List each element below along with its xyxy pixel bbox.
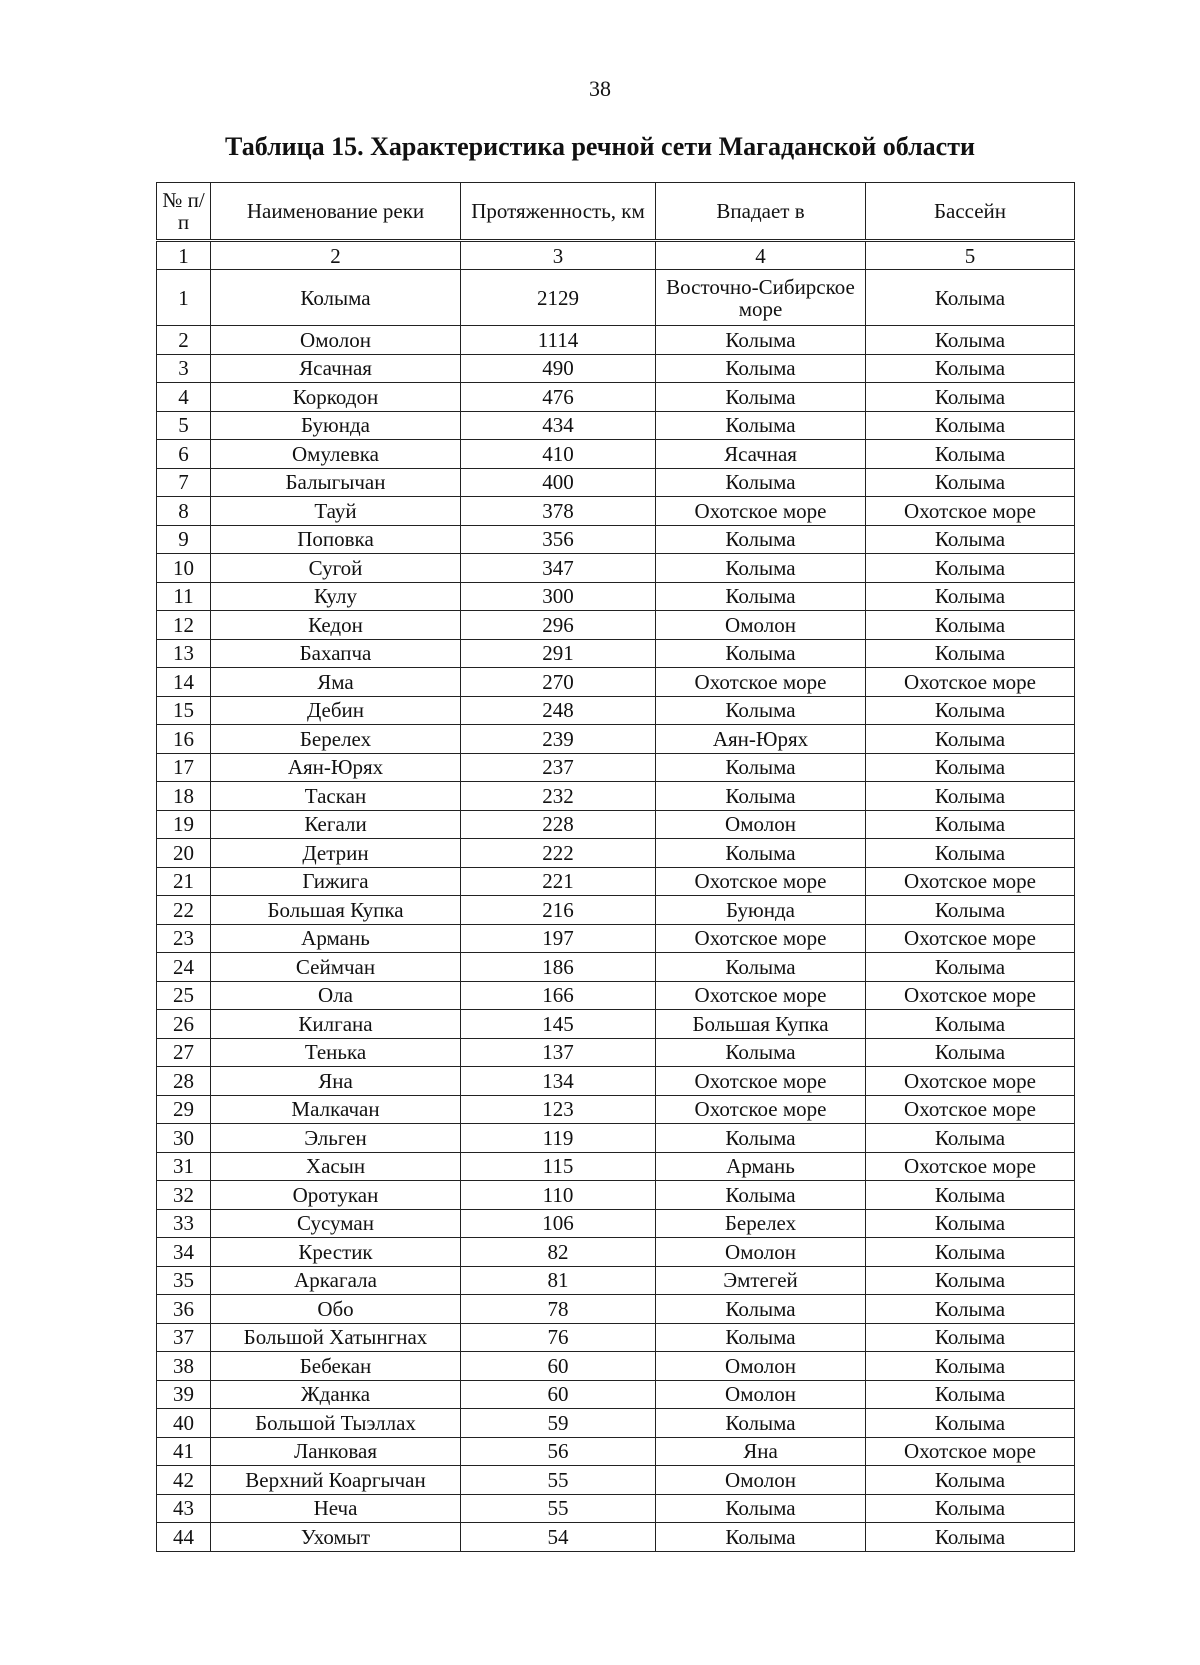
- length-cell: 123: [461, 1095, 656, 1124]
- length-cell: 222: [461, 839, 656, 868]
- basin-cell: Охотское море: [866, 1095, 1075, 1124]
- flows-into-cell: Буюнда: [656, 896, 866, 925]
- header-river-name: Наименование реки: [211, 183, 461, 241]
- row-number-cell: 20: [157, 839, 211, 868]
- basin-cell: Охотское море: [866, 1437, 1075, 1466]
- length-cell: 82: [461, 1238, 656, 1267]
- table-row: [157, 1323, 1075, 1352]
- flows-into-cell: Колыма: [656, 383, 866, 412]
- table-row: [157, 1409, 1075, 1438]
- basin-cell: Колыма: [866, 1124, 1075, 1153]
- length-cell: 270: [461, 668, 656, 697]
- flows-into-cell: Колыма: [656, 1494, 866, 1523]
- length-cell: 239: [461, 725, 656, 754]
- flows-into-cell: Ясачная: [656, 440, 866, 469]
- row-number-cell: 39: [157, 1380, 211, 1409]
- row-number-cell: 32: [157, 1181, 211, 1210]
- row-number-cell: 27: [157, 1038, 211, 1067]
- page-number: 38: [589, 76, 611, 101]
- table-row: [157, 1380, 1075, 1409]
- basin-cell: Колыма: [866, 1466, 1075, 1495]
- table-row: [157, 696, 1075, 725]
- river-name-cell: Большой Тыэллах: [211, 1409, 461, 1438]
- flows-into-cell: Колыма: [656, 1181, 866, 1210]
- river-name-cell: Балыгычан: [211, 468, 461, 497]
- basin-cell: Колыма: [866, 953, 1075, 982]
- length-cell: 347: [461, 554, 656, 583]
- flows-into-cell: Колыма: [656, 1124, 866, 1153]
- row-number-cell: 36: [157, 1295, 211, 1324]
- length-cell: 400: [461, 468, 656, 497]
- header-row: [157, 183, 1075, 241]
- table-row: [157, 440, 1075, 469]
- basin-cell: Охотское море: [866, 981, 1075, 1010]
- flows-into-cell: Колыма: [656, 326, 866, 355]
- flows-into-cell: Омолон: [656, 611, 866, 640]
- row-number-cell: 42: [157, 1466, 211, 1495]
- table-row: [157, 753, 1075, 782]
- basin-cell: Колыма: [866, 1209, 1075, 1238]
- basin-cell: Колыма: [866, 1494, 1075, 1523]
- river-network-table: [156, 182, 1075, 1552]
- row-number-cell: 25: [157, 981, 211, 1010]
- table-row: [157, 326, 1075, 355]
- row-number-cell: 40: [157, 1409, 211, 1438]
- river-name-cell: Буюнда: [211, 411, 461, 440]
- length-cell: 296: [461, 611, 656, 640]
- row-number-cell: 6: [157, 440, 211, 469]
- basin-cell: Колыма: [866, 1266, 1075, 1295]
- flows-into-cell: Аян-Юрях: [656, 725, 866, 754]
- table-row: [157, 1152, 1075, 1181]
- length-cell: 2129: [461, 270, 656, 326]
- flows-into-cell: Охотское море: [656, 1095, 866, 1124]
- basin-cell: Колыма: [866, 1380, 1075, 1409]
- basin-cell: Колыма: [866, 582, 1075, 611]
- row-number-cell: 41: [157, 1437, 211, 1466]
- basin-cell: Колыма: [866, 270, 1075, 326]
- row-number-cell: 37: [157, 1323, 211, 1352]
- length-cell: 378: [461, 497, 656, 526]
- row-number-cell: 24: [157, 953, 211, 982]
- column-number: 3: [461, 241, 656, 270]
- basin-cell: Колыма: [866, 639, 1075, 668]
- length-cell: 59: [461, 1409, 656, 1438]
- length-cell: 56: [461, 1437, 656, 1466]
- length-cell: 186: [461, 953, 656, 982]
- basin-cell: Охотское море: [866, 497, 1075, 526]
- row-number-cell: 21: [157, 867, 211, 896]
- basin-cell: Колыма: [866, 326, 1075, 355]
- table-row: [157, 839, 1075, 868]
- river-name-cell: Кегали: [211, 810, 461, 839]
- row-number-cell: 43: [157, 1494, 211, 1523]
- river-name-cell: Оротукан: [211, 1181, 461, 1210]
- flows-into-cell: Омолон: [656, 1466, 866, 1495]
- table-row: [157, 867, 1075, 896]
- table-row: [157, 782, 1075, 811]
- basin-cell: Колыма: [866, 354, 1075, 383]
- row-number-cell: 28: [157, 1067, 211, 1096]
- length-cell: 490: [461, 354, 656, 383]
- table-row: [157, 1437, 1075, 1466]
- river-name-cell: Крестик: [211, 1238, 461, 1267]
- length-cell: 248: [461, 696, 656, 725]
- basin-cell: Колыма: [866, 1323, 1075, 1352]
- flows-into-cell: Берелех: [656, 1209, 866, 1238]
- table-row: [157, 270, 1075, 326]
- flows-into-cell: Колыма: [656, 696, 866, 725]
- basin-cell: Колыма: [866, 1181, 1075, 1210]
- river-name-cell: Сугой: [211, 554, 461, 583]
- river-name-cell: Верхний Коаргычан: [211, 1466, 461, 1495]
- length-cell: 106: [461, 1209, 656, 1238]
- length-cell: 60: [461, 1380, 656, 1409]
- basin-cell: Колыма: [866, 611, 1075, 640]
- basin-cell: Колыма: [866, 696, 1075, 725]
- row-number-cell: 23: [157, 924, 211, 953]
- river-name-cell: Армань: [211, 924, 461, 953]
- row-number-cell: 18: [157, 782, 211, 811]
- column-number: 1: [157, 241, 211, 270]
- length-cell: 55: [461, 1494, 656, 1523]
- flows-into-cell: Большая Купка: [656, 1010, 866, 1039]
- river-name-cell: Тауй: [211, 497, 461, 526]
- flows-into-cell: Колыма: [656, 411, 866, 440]
- basin-cell: Колыма: [866, 1352, 1075, 1381]
- row-number-cell: 22: [157, 896, 211, 925]
- river-name-cell: Яна: [211, 1067, 461, 1096]
- river-name-cell: Берелех: [211, 725, 461, 754]
- river-name-cell: Кедон: [211, 611, 461, 640]
- basin-cell: Колыма: [866, 1238, 1075, 1267]
- table-row: [157, 1523, 1075, 1552]
- flows-into-cell: Колыма: [656, 1523, 866, 1552]
- basin-cell: Колыма: [866, 725, 1075, 754]
- basin-cell: Колыма: [866, 1038, 1075, 1067]
- table-row: [157, 1124, 1075, 1153]
- length-cell: 60: [461, 1352, 656, 1381]
- table-row: [157, 953, 1075, 982]
- river-name-cell: Сеймчан: [211, 953, 461, 982]
- length-cell: 55: [461, 1466, 656, 1495]
- length-cell: 78: [461, 1295, 656, 1324]
- flows-into-cell: Омолон: [656, 1380, 866, 1409]
- header-basin: Бассейн: [866, 183, 1075, 241]
- length-cell: 145: [461, 1010, 656, 1039]
- basin-cell: Охотское море: [866, 668, 1075, 697]
- river-name-cell: Неча: [211, 1494, 461, 1523]
- river-name-cell: Коркодон: [211, 383, 461, 412]
- river-name-cell: Килгана: [211, 1010, 461, 1039]
- flows-into-cell: Колыма: [656, 753, 866, 782]
- column-number: 5: [866, 241, 1075, 270]
- length-cell: 119: [461, 1124, 656, 1153]
- row-number-cell: 8: [157, 497, 211, 526]
- basin-cell: Колыма: [866, 839, 1075, 868]
- table-row: [157, 1295, 1075, 1324]
- river-name-cell: Эльген: [211, 1124, 461, 1153]
- basin-cell: Охотское море: [866, 867, 1075, 896]
- flows-into-cell: Колыма: [656, 1295, 866, 1324]
- table-title: Таблица 15. Характеристика речной сети Магаданской области: [225, 132, 975, 161]
- row-number-cell: 9: [157, 525, 211, 554]
- row-number-cell: 7: [157, 468, 211, 497]
- table-row: [157, 1038, 1075, 1067]
- row-number-cell: 2: [157, 326, 211, 355]
- length-cell: 434: [461, 411, 656, 440]
- table-row: [157, 725, 1075, 754]
- row-number-cell: 38: [157, 1352, 211, 1381]
- row-number-cell: 10: [157, 554, 211, 583]
- length-cell: 137: [461, 1038, 656, 1067]
- table-row: [157, 1238, 1075, 1267]
- length-cell: 237: [461, 753, 656, 782]
- river-name-cell: Сусуман: [211, 1209, 461, 1238]
- basin-cell: Колыма: [866, 810, 1075, 839]
- row-number-cell: 5: [157, 411, 211, 440]
- river-name-cell: Обо: [211, 1295, 461, 1324]
- table-row: [157, 1010, 1075, 1039]
- length-cell: 410: [461, 440, 656, 469]
- basin-cell: Колыма: [866, 1409, 1075, 1438]
- table-row: [157, 611, 1075, 640]
- row-number-cell: 26: [157, 1010, 211, 1039]
- row-number-cell: 11: [157, 582, 211, 611]
- table-row: [157, 1067, 1075, 1096]
- river-name-cell: Дебин: [211, 696, 461, 725]
- flows-into-cell: Охотское море: [656, 867, 866, 896]
- river-name-cell: Колыма: [211, 270, 461, 326]
- table-row: [157, 1494, 1075, 1523]
- river-name-cell: Тенька: [211, 1038, 461, 1067]
- table-row: [157, 1209, 1075, 1238]
- row-number-cell: 4: [157, 383, 211, 412]
- river-name-cell: Омулевка: [211, 440, 461, 469]
- river-name-cell: Яма: [211, 668, 461, 697]
- basin-cell: Охотское море: [866, 1152, 1075, 1181]
- flows-into-cell: Колыма: [656, 1038, 866, 1067]
- flows-into-cell: Колыма: [656, 354, 866, 383]
- table-row: [157, 639, 1075, 668]
- river-name-cell: Аркагала: [211, 1266, 461, 1295]
- length-cell: 54: [461, 1523, 656, 1552]
- river-name-cell: Малкачан: [211, 1095, 461, 1124]
- row-number-cell: 29: [157, 1095, 211, 1124]
- length-cell: 232: [461, 782, 656, 811]
- table-row: [157, 810, 1075, 839]
- table-row: [157, 1181, 1075, 1210]
- flows-into-cell: Омолон: [656, 1352, 866, 1381]
- table-row: [157, 1352, 1075, 1381]
- flows-into-cell: Колыма: [656, 953, 866, 982]
- flows-into-cell: Колыма: [656, 639, 866, 668]
- flows-into-cell: Колыма: [656, 1323, 866, 1352]
- table-row: [157, 468, 1075, 497]
- basin-cell: Колыма: [866, 1010, 1075, 1039]
- basin-cell: Колыма: [866, 411, 1075, 440]
- flows-into-cell: Колыма: [656, 468, 866, 497]
- basin-cell: Колыма: [866, 782, 1075, 811]
- length-cell: 291: [461, 639, 656, 668]
- flows-into-cell: Колыма: [656, 782, 866, 811]
- length-cell: 76: [461, 1323, 656, 1352]
- table-row: [157, 411, 1075, 440]
- river-name-cell: Хасын: [211, 1152, 461, 1181]
- basin-cell: Охотское море: [866, 924, 1075, 953]
- table-row: [157, 383, 1075, 412]
- river-name-cell: Детрин: [211, 839, 461, 868]
- basin-cell: Колыма: [866, 753, 1075, 782]
- length-cell: 166: [461, 981, 656, 1010]
- table-row: [157, 354, 1075, 383]
- header-flows-into: Впадает в: [656, 183, 866, 241]
- basin-cell: Колыма: [866, 1295, 1075, 1324]
- column-number-row: [157, 241, 1075, 270]
- river-name-cell: Гижига: [211, 867, 461, 896]
- table-row: [157, 554, 1075, 583]
- row-number-cell: 1: [157, 270, 211, 326]
- row-number-cell: 3: [157, 354, 211, 383]
- river-name-cell: Большая Купка: [211, 896, 461, 925]
- length-cell: 228: [461, 810, 656, 839]
- table-row: [157, 497, 1075, 526]
- flows-into-cell: Охотское море: [656, 924, 866, 953]
- river-name-cell: Ола: [211, 981, 461, 1010]
- table-row: [157, 924, 1075, 953]
- flows-into-cell: Охотское море: [656, 1067, 866, 1096]
- row-number-cell: 12: [157, 611, 211, 640]
- table-row: [157, 981, 1075, 1010]
- table-row: [157, 668, 1075, 697]
- river-name-cell: Большой Хатынгнах: [211, 1323, 461, 1352]
- length-cell: 81: [461, 1266, 656, 1295]
- length-cell: 216: [461, 896, 656, 925]
- length-cell: 115: [461, 1152, 656, 1181]
- row-number-cell: 16: [157, 725, 211, 754]
- river-name-cell: Таскан: [211, 782, 461, 811]
- row-number-cell: 17: [157, 753, 211, 782]
- flows-into-cell: Колыма: [656, 525, 866, 554]
- flows-into-cell: Армань: [656, 1152, 866, 1181]
- flows-into-cell: Охотское море: [656, 981, 866, 1010]
- flows-into-cell: Колыма: [656, 554, 866, 583]
- river-name-cell: Ухомыт: [211, 1523, 461, 1552]
- row-number-cell: 30: [157, 1124, 211, 1153]
- flows-into-cell: Охотское море: [656, 497, 866, 526]
- flows-into-cell: Восточно-Сибирское море: [656, 270, 866, 326]
- flows-into-cell: Охотское море: [656, 668, 866, 697]
- basin-cell: Колыма: [866, 554, 1075, 583]
- length-cell: 1114: [461, 326, 656, 355]
- river-name-cell: Поповка: [211, 525, 461, 554]
- flows-into-cell: Колыма: [656, 839, 866, 868]
- river-name-cell: Жданка: [211, 1380, 461, 1409]
- basin-cell: Охотское море: [866, 1067, 1075, 1096]
- length-cell: 356: [461, 525, 656, 554]
- river-name-cell: Кулу: [211, 582, 461, 611]
- column-number: 2: [211, 241, 461, 270]
- basin-cell: Колыма: [866, 468, 1075, 497]
- basin-cell: Колыма: [866, 896, 1075, 925]
- river-name-cell: Омолон: [211, 326, 461, 355]
- row-number-cell: 13: [157, 639, 211, 668]
- row-number-cell: 15: [157, 696, 211, 725]
- header-length: Протяженность, км: [461, 183, 656, 241]
- length-cell: 300: [461, 582, 656, 611]
- table-row: [157, 896, 1075, 925]
- row-number-cell: 35: [157, 1266, 211, 1295]
- table-row: [157, 1095, 1075, 1124]
- length-cell: 197: [461, 924, 656, 953]
- river-name-cell: Ланковая: [211, 1437, 461, 1466]
- table-body: [157, 270, 1075, 1552]
- length-cell: 134: [461, 1067, 656, 1096]
- table-row: [157, 525, 1075, 554]
- river-name-cell: Аян-Юрях: [211, 753, 461, 782]
- flows-into-cell: Омолон: [656, 810, 866, 839]
- length-cell: 476: [461, 383, 656, 412]
- row-number-cell: 44: [157, 1523, 211, 1552]
- row-number-cell: 33: [157, 1209, 211, 1238]
- row-number-cell: 14: [157, 668, 211, 697]
- row-number-cell: 34: [157, 1238, 211, 1267]
- river-name-cell: Ясачная: [211, 354, 461, 383]
- river-name-cell: Бебекан: [211, 1352, 461, 1381]
- header-number: № п/п: [157, 183, 211, 241]
- basin-cell: Колыма: [866, 1523, 1075, 1552]
- table-row: [157, 1466, 1075, 1495]
- table-row: [157, 1266, 1075, 1295]
- length-cell: 221: [461, 867, 656, 896]
- basin-cell: Колыма: [866, 440, 1075, 469]
- column-number: 4: [656, 241, 866, 270]
- river-name-cell: Бахапча: [211, 639, 461, 668]
- flows-into-cell: Колыма: [656, 1409, 866, 1438]
- flows-into-cell: Эмтегей: [656, 1266, 866, 1295]
- row-number-cell: 31: [157, 1152, 211, 1181]
- table-row: [157, 582, 1075, 611]
- flows-into-cell: Колыма: [656, 582, 866, 611]
- row-number-cell: 19: [157, 810, 211, 839]
- flows-into-cell: Яна: [656, 1437, 866, 1466]
- flows-into-cell: Омолон: [656, 1238, 866, 1267]
- length-cell: 110: [461, 1181, 656, 1210]
- basin-cell: Колыма: [866, 383, 1075, 412]
- basin-cell: Колыма: [866, 525, 1075, 554]
